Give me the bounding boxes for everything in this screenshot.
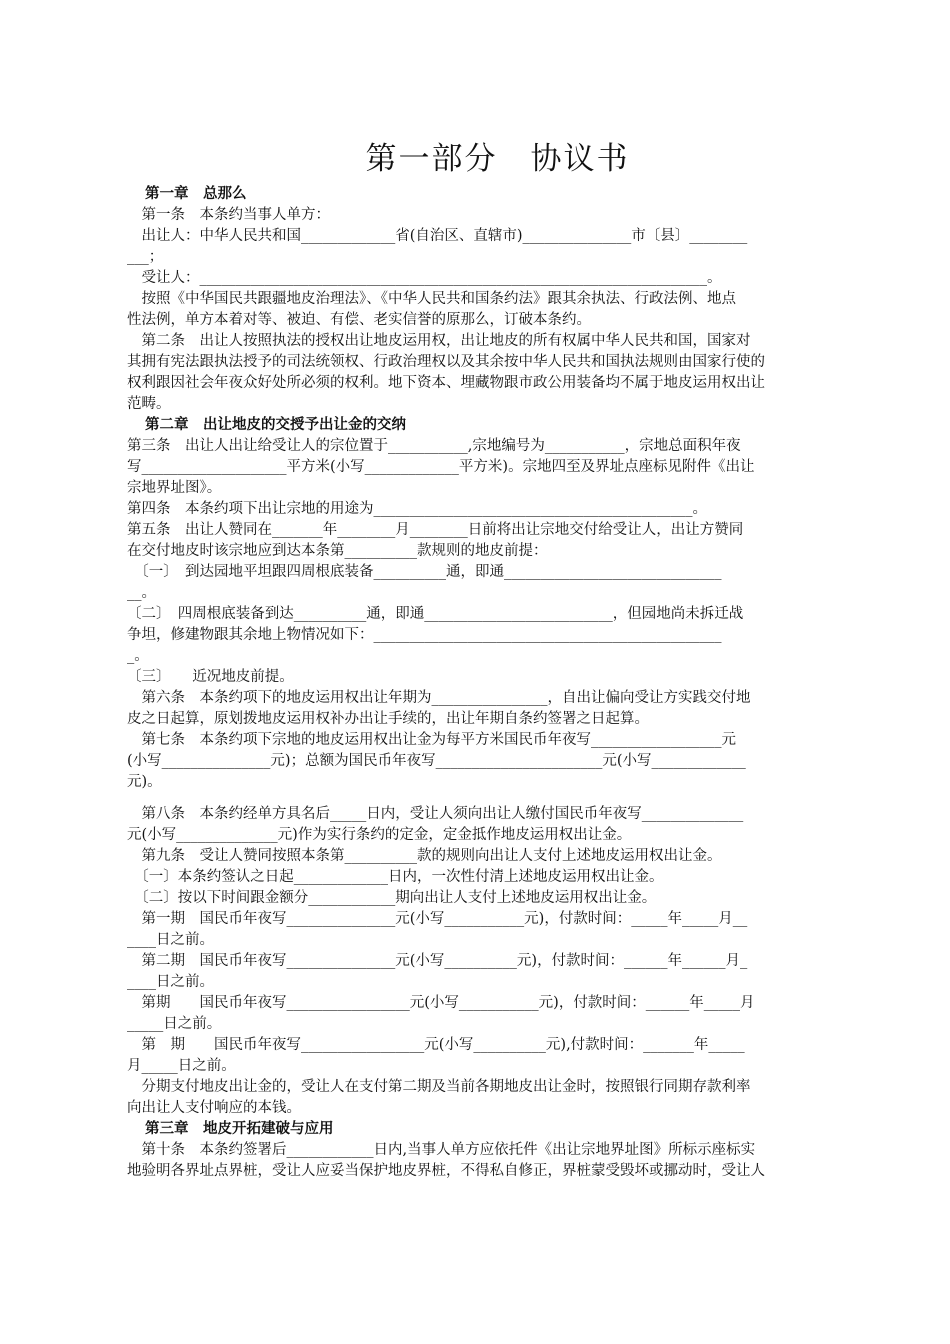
paragraph-line: 第五条 出让人赞同在_______年________月________日前将出让宗地交付给受让人，出让方赞同	[127, 522, 744, 538]
paragraph-line: 其拥有宪法跟执法授予的司法统领权、行政治理权以及其余按中华人民共和国执法规则由国家行使的	[127, 354, 765, 370]
paragraph-line: 第 期 国民币年夜写_________________元(小写__________元),付款时间：_______年_____	[127, 1037, 745, 1053]
paragraph-line: 〔二〕按以下时间跟金额分____________期向出让人支付上述地皮运用权出让金。	[127, 890, 657, 906]
paragraph-line: 地验明各界址点界桩，受让人应妥当保护地皮界桩，不得私自修正，界桩蒙受毁坏或挪动时，受让人	[127, 1163, 765, 1179]
paragraph-line: 写____________________平方米(小写_____________平方米)。宗地四至及界址点座标见附件《出让	[127, 459, 755, 475]
paragraph-line: 第十条 本条约签署后____________日内,当事人单方应依托件《出让宗地界址图》所标示座标实	[127, 1142, 756, 1158]
paragraph-line: (小写_______________元)；总额为国民币年夜写_______________________元(小写_____________	[127, 753, 746, 769]
paragraph-line: 第七条 本条约项下宗地的地皮运用权出让金为每平方米国民币年夜写__________________元	[127, 732, 736, 748]
paragraph-line: 〔三〕 近况地皮前提。	[127, 669, 294, 685]
paragraph-line: 受让人：______________________________________________________________________。	[127, 270, 722, 286]
paragraph-line: 范畴。	[127, 396, 171, 412]
paragraph-line: 第一条 本条约当事人单方：	[127, 207, 330, 223]
paragraph-line: 宗地界址图》。	[127, 480, 222, 496]
spacer	[127, 793, 868, 804]
paragraph-line: ____日之前。	[127, 974, 214, 990]
chapter-heading: 第一章 总那么	[145, 186, 247, 202]
paragraph-line: 〔一〕 到达园地平坦跟四周根底装备__________通，即通______________________________	[127, 564, 722, 580]
paragraph-line: 出让人：中华人民共和国_____________省(自治区、直辖市)_______________市〔县〕________	[127, 228, 748, 244]
paragraph-line: 元)。	[127, 774, 162, 790]
paragraph-line: 第九条 受让人赞同按照本条第__________款的规则向出让人支付上述地皮运用权出让金。	[127, 848, 722, 864]
paragraph-line: ____日之前。	[127, 932, 214, 948]
page-title: 第一部分 协议书	[365, 141, 630, 177]
paragraph-line: 在交付地皮时该宗地应到达本条第__________款规则的地皮前提：	[127, 543, 548, 559]
paragraph-line: 第三条 出让人出让给受让人的宗位置于___________,宗地编号为___________，宗地总面积年夜	[127, 438, 741, 454]
paragraph-line: 第二条 出让人按照执法的授权出让地皮运用权，出让地皮的所有权属中华人民共和国，国家对	[127, 333, 751, 349]
paragraph-line: 按照《中华国民共跟疆地皮治理法》、《中华人民共和国条约法》跟其余执法、行政法例、地点	[127, 291, 736, 307]
chapter-heading: 第三章 地皮开拓建破与应用	[145, 1121, 334, 1137]
paragraph-line: 争坦，修建物跟其余地上物情况如下：________________________________________________	[127, 627, 722, 643]
paragraph-line: 月_____日之前。	[127, 1058, 236, 1074]
paragraph-line: 元(小写______________元)作为实行条约的定金，定金抵作地皮运用权出让金。	[127, 827, 632, 843]
paragraph-line: 第四条 本条约项下出让宗地的用途为____________________________________________。	[127, 501, 707, 517]
paragraph-line: 第八条 本条约经单方具名后_____日内，受让人须向出让人缴付国民币年夜写______________	[127, 806, 744, 822]
paragraph-line: 第一期 国民币年夜写_______________元(小写___________元)，付款时间：_____年_____月__	[127, 911, 748, 927]
paragraph-line: 皮之日起算，原划拨地皮运用权补办出让手续的，出让年期自条约签署之日起算。	[127, 711, 649, 727]
paragraph-line: 〔二〕 四周根底装备到达__________通，即通__________________________，但园地尚未拆迁战	[127, 606, 744, 622]
paragraph-line: __。	[127, 585, 156, 601]
paragraph-line: _。	[127, 648, 149, 664]
paragraph-line: 〔一〕本条约签认之日起_____________日内，一次性付清上述地皮运用权出让金。	[127, 869, 664, 885]
paragraph-line: 分期支付地皮出让金的，受让人在支付第二期及当前各期地皮出让金时，按照银行同期存款利率	[127, 1079, 751, 1095]
paragraph-line: 第二期 国民币年夜写_______________元(小写__________元)，付款时间：______年______月_	[127, 953, 748, 969]
chapter-heading: 第二章 出让地皮的交授予出让金的交纳	[145, 417, 406, 433]
paragraph-line: 性法例，单方本着对等、被迫、有偿、老实信誉的原那么，订破本条约。	[127, 312, 591, 328]
paragraph-line: _____日之前。	[127, 1016, 222, 1032]
paragraph-line: 权利跟因社会年夜众好处所必须的权利。地下资本、埋藏物跟市政公用装备均不属于地皮运用权出让	[127, 375, 765, 391]
paragraph-line: 第期 国民币年夜写_________________元(小写___________元)，付款时间：______年_____月	[127, 995, 755, 1011]
document-body	[127, 184, 868, 1182]
paragraph-line: 向出让人支付响应的本钱。	[127, 1100, 301, 1116]
paragraph-line: 第六条 本条约项下的地皮运用权出让年期为________________，自出让偏向受让方实践交付地	[127, 690, 751, 706]
paragraph-line: ___；	[127, 249, 164, 265]
